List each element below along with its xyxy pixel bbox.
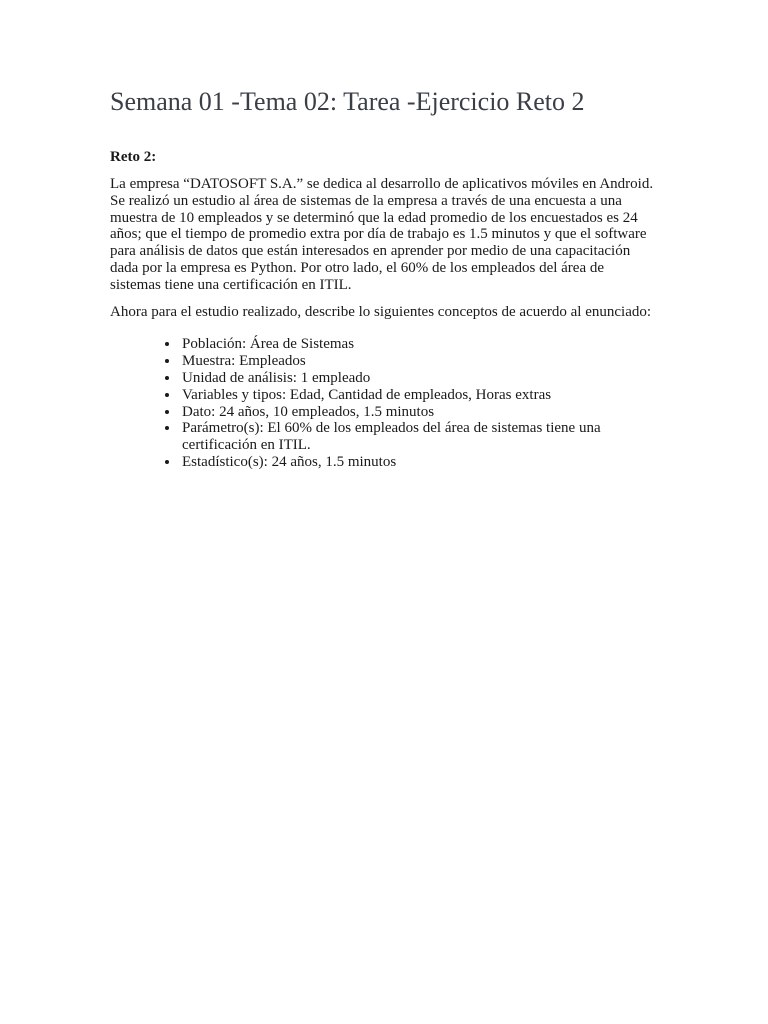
list-item-dato: • Dato: 24 años, 10 empleados, 1.5 minutos [180, 404, 655, 421]
list-item-variables: • Variables y tipos: Edad, Cantidad de empleados, Horas extras [180, 387, 655, 404]
list-item-poblacion: • Población: Área de Sistemas [180, 336, 655, 353]
list-item-muestra: • Muestra: Empleados [180, 353, 655, 370]
document-page [110, 84, 655, 471]
document-title: Semana 01 -Tema 02: Tarea -Ejercicio Reto 2 [110, 87, 585, 116]
list-item-estadisticos: • Estadístico(s): 24 años, 1.5 minutos [180, 454, 655, 471]
section-heading: Reto 2: [110, 149, 157, 165]
concepts-list [110, 336, 655, 470]
list-item-parametros: • Parámetro(s): El 60% de los empleados del área de sistemas tiene una certificación en ITIL. [180, 420, 655, 454]
instructions-paragraph: Ahora para el estudio realizado, describe lo siguientes conceptos de acuerdo al enunciado: [110, 303, 652, 320]
problem-statement-paragraph: La empresa “DATOSOFT S.A.” se dedica al desarrollo de aplicativos móviles en Android. Se realizó un estudio al área de sistemas de la empresa a través de una encuesta a una muestra de 10 empleados y se determinó que la edad promedio de los encuestados es 24 años; que el tiempo de promedio extra por día de trabajo es 1.5 minutos y que el software para análisis de datos que están interesados en aprender por medio de una capacitación dada por la empresa es Python. Por otro lado, el 60% de los empleados del área de sistemas tiene una certificación en ITIL. [110, 176, 654, 293]
list-item-unidad-analisis: • Unidad de análisis: 1 empleado [180, 370, 655, 387]
